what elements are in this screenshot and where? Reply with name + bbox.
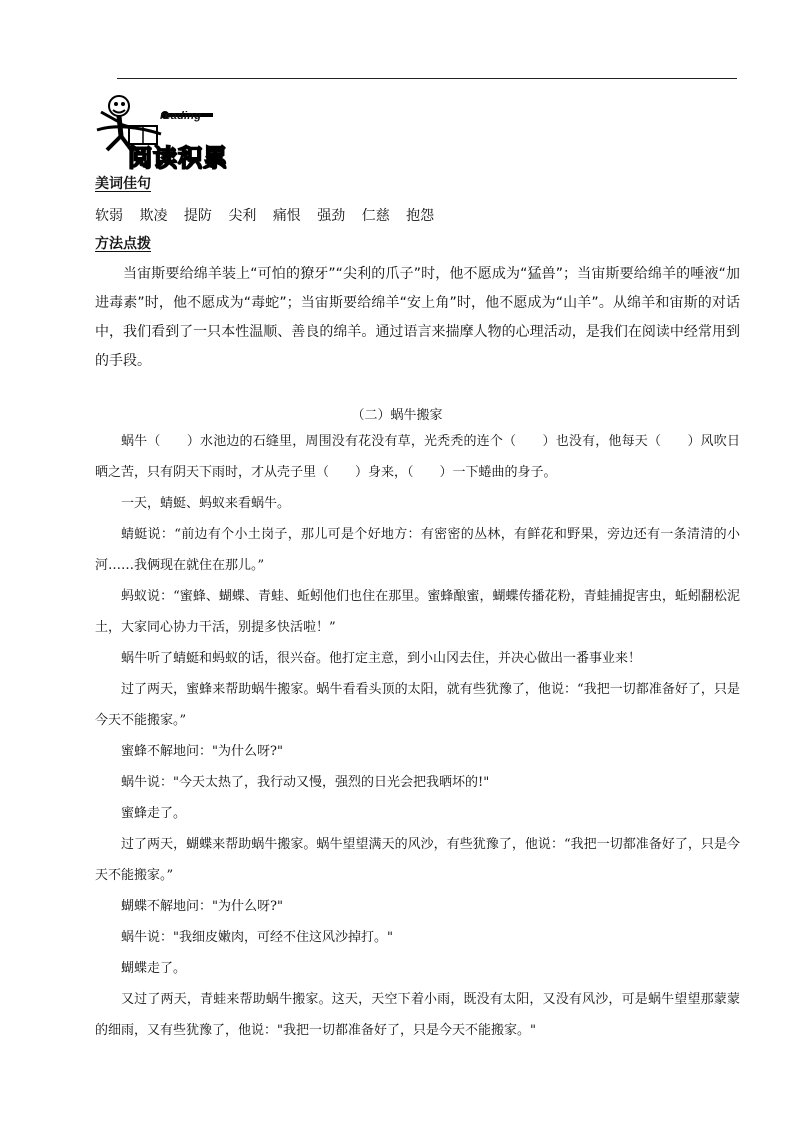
word-item: 抱怨	[406, 208, 435, 224]
story-paragraph: 过了两天，蝴蝶来帮助蜗牛搬家。蜗牛望望满天的风沙，有些犹豫了，他说：“我把一切都准备好了，只是今天不能搬家。”	[95, 837, 740, 883]
word-list	[95, 205, 446, 225]
story-paragraph: 蜗牛（ ）水池边的石缝里，周围没有花没有草，光秃秃的连个（ ）也没有，他每天（ ）风吹日晒之苦，只有阴天下雨时，才从壳子里（ ）身来，（ ）一下蜷曲的身子。	[95, 434, 740, 480]
section-heading-method: 方法点拨	[95, 235, 151, 251]
word-item: 尖利	[228, 208, 257, 224]
word-item: 强劲	[317, 208, 346, 224]
story-title: （二）蜗牛搬家	[351, 408, 443, 423]
word-item: 痛恨	[272, 208, 301, 224]
header-rule	[117, 78, 737, 79]
logo-word: reading	[160, 110, 202, 122]
story-body	[95, 426, 740, 1046]
word-item: 软弱	[95, 208, 123, 224]
story-paragraph: 蜻蜓说：“前边有个小土岗子，那儿可是个好地方：有密密的丛林，有鲜花和野果，旁边还有一条清清的小河……我俩现在就住在那儿。”	[95, 527, 740, 573]
method-paragraph: 当宙斯要给绵羊装上“可怕的獠牙”“尖利的爪子”时，他不愿成为“猛兽”；当宙斯要给绵羊的唾液“加进毒素”时，他不愿成为“毒蛇”；当宙斯要给绵羊“安上角”时，他不愿成为“山羊”。从绵羊和宙斯的对话中，我们看到了一只本性温顺、善良的绵羊。通过语言来揣摩人物的心理活动，是我们在阅读中经常用到的手段。	[95, 266, 740, 369]
story-paragraph: 蜜蜂不解地问："为什么呀?"	[121, 744, 283, 759]
section-banner-title: 阅读积累	[128, 145, 228, 172]
story-paragraph: 过了两天，蜜蜂来帮助蜗牛搬家。蜗牛看看头顶的太阳，就有些犹豫了，他说：“我把一切都准备好了，只是今天不能搬家。”	[95, 682, 740, 728]
word-item: 提防	[183, 208, 212, 224]
word-item: 欺凌	[139, 208, 168, 224]
story-paragraph: 一天，蜻蜓、蚂蚁来看蜗牛。	[121, 496, 291, 511]
story-paragraph: 蜗牛说："今天太热了，我行动又慢，强烈的日光会把我晒坏的!"	[121, 775, 490, 790]
word-item: 仁慈	[361, 208, 390, 224]
story-paragraph: 蜗牛听了蜻蜓和蚂蚁的话，很兴奋。他打定主意，到小山冈去住，并决心做出一番事业来！	[121, 651, 642, 666]
story-paragraph: 蜜蜂走了。	[121, 806, 187, 821]
story-paragraph: 蝴蝶走了。	[121, 961, 187, 976]
story-paragraph: 蝴蝶不解地问："为什么呀?"	[121, 899, 283, 914]
story-paragraph: 蜗牛说："我细皮嫩肉，可经不住这风沙掉打。"	[121, 930, 393, 945]
section-heading-words: 美词佳句	[95, 175, 151, 191]
story-paragraph: 又过了两天，青蛙来帮助蜗牛搬家。这天，天空下着小雨，既没有太阳，又没有风沙，可是蜗牛望望那蒙蒙的细雨，又有些犹豫了，他说："我把一切都准备好了，只是今天不能搬家。"	[95, 992, 740, 1038]
story-paragraph: 蚂蚁说：“蜜蜂、蝴蝶、青蛙、蚯蚓他们也住在那里。蜜蜂酿蜜，蝴蝶传播花粉，青蛙捕捉害虫，蚯蚓翻松泥土，大家同心协力干活，别提多快活啦！”	[95, 589, 740, 635]
